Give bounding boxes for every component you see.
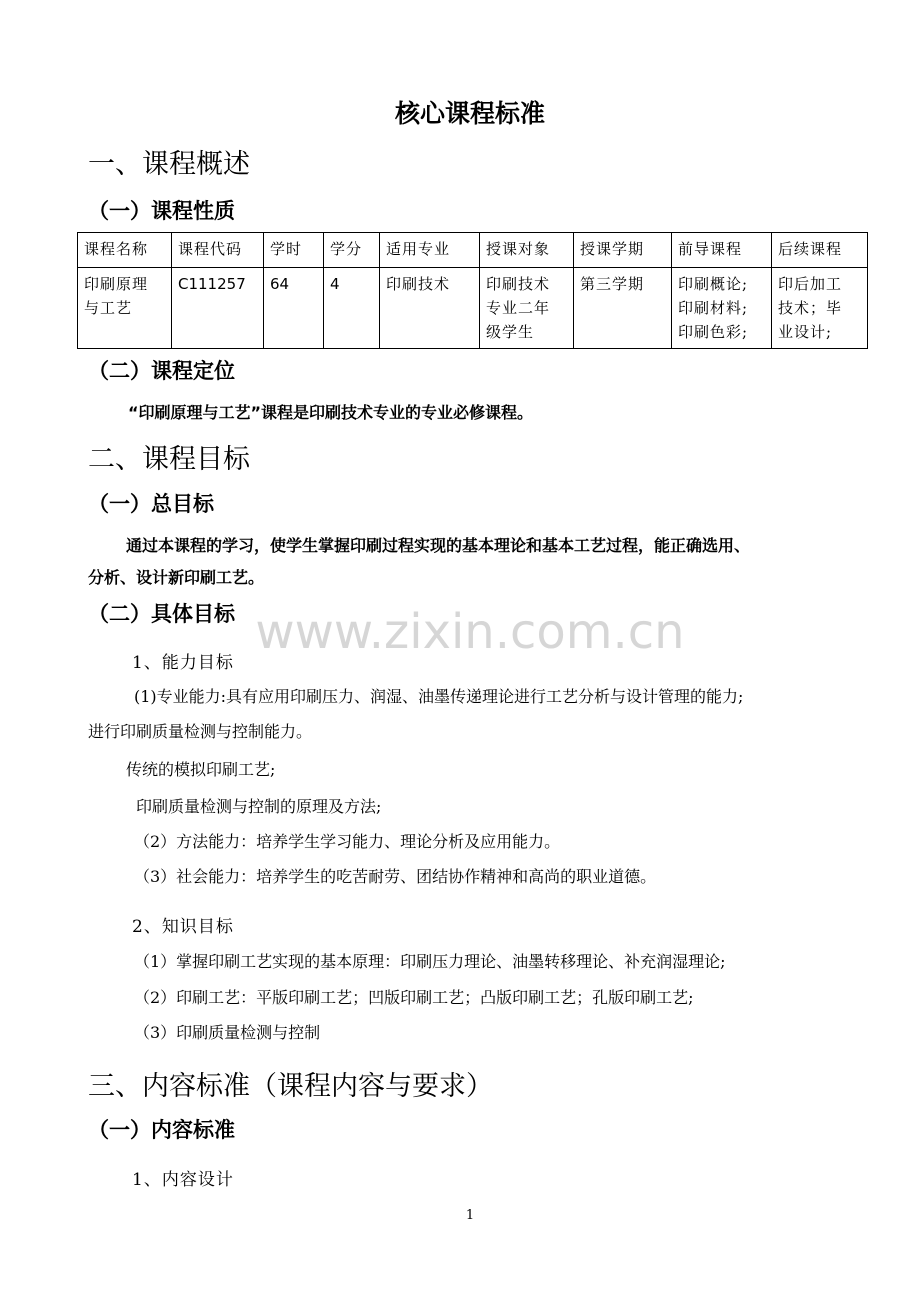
section-1-sub2-heading: （二）课程定位 (88, 359, 235, 383)
ability-goal-title: 1、能力目标 (132, 653, 234, 673)
header-cell-course-name: 课程名称 (78, 233, 172, 268)
watermark-text: www.zixin.com.cn (255, 604, 685, 660)
header-cell-prerequisites: 前导课程 (672, 233, 772, 268)
content-design-title: 1、内容设计 (132, 1170, 234, 1190)
section-3-heading: 三、内容标准（课程内容与要求） (88, 1071, 493, 1102)
document-title: 核心课程标准 (394, 99, 545, 128)
header-cell-follow-up: 后续课程 (772, 233, 868, 268)
cell-course-name: 印刷原理 与工艺 (78, 268, 172, 349)
section-2-heading: 二、课程目标 (88, 444, 250, 475)
table-row (78, 268, 868, 349)
knowledge-goal-title: 2、知识目标 (132, 917, 234, 937)
cell-prerequisites: 印刷概论; 印刷材料; 印刷色彩; (672, 268, 772, 349)
header-cell-major: 适用专业 (380, 233, 480, 268)
section-2-sub1-heading: （一）总目标 (88, 492, 214, 516)
course-positioning-text: “印刷原理与工艺”课程是印刷技术专业的专业必修课程。 (128, 403, 534, 422)
section-3-sub1-heading: （一）内容标准 (88, 1118, 235, 1142)
overall-goal-line-2: 分析、设计新印刷工艺。 (88, 568, 265, 587)
cell-credits: 4 (324, 268, 380, 349)
course-info-table (77, 232, 868, 349)
ability-1-extra-1: 传统的模拟印刷工艺; (126, 760, 276, 779)
ability-1-extra-2: 印刷质量检测与控制的原理及方法; (136, 797, 382, 816)
page-number: 1 (465, 1208, 475, 1223)
cell-audience: 印刷技术 专业二年 级学生 (480, 268, 574, 349)
ability-1-line-2: 进行印刷质量检测与控制能力。 (88, 722, 313, 741)
header-cell-course-code: 课程代码 (172, 233, 264, 268)
section-2-sub2-heading: （二）具体目标 (88, 602, 235, 626)
overall-goal-line-1: 通过本课程的学习，使学生掌握印刷过程实现的基本理论和基本工艺过程，能正确选用、 (126, 536, 751, 555)
knowledge-2-text: （2）印刷工艺：平版印刷工艺；凹版印刷工艺；凸版印刷工艺；孔版印刷工艺; (134, 988, 694, 1007)
ability-1-line-1: (1)专业能力:具有应用印刷压力、润湿、油墨传递理论进行工艺分析与设计管理的能力; (134, 687, 744, 706)
knowledge-1-text: （1）掌握印刷工艺实现的基本原理：印刷压力理论、油墨转移理论、补充润湿理论; (134, 952, 726, 971)
cell-follow-up: 印后加工 技术；毕 业设计; (772, 268, 868, 349)
header-cell-hours: 学时 (264, 233, 324, 268)
cell-hours: 64 (264, 268, 324, 349)
cell-semester: 第三学期 (574, 268, 672, 349)
knowledge-3-text: （3）印刷质量检测与控制 (134, 1023, 321, 1042)
section-1-sub1-heading: （一）课程性质 (88, 199, 235, 223)
section-1-heading: 一、课程概述 (88, 149, 250, 180)
header-cell-credits: 学分 (324, 233, 380, 268)
cell-course-code: C111257 (172, 268, 264, 349)
table-header-row (78, 233, 868, 268)
ability-2-text: （2）方法能力：培养学生学习能力、理论分析及应用能力。 (134, 832, 561, 851)
ability-3-text: （3）社会能力：培养学生的吃苦耐劳、团结协作精神和高尚的职业道德。 (134, 867, 657, 886)
cell-major: 印刷技术 (380, 268, 480, 349)
header-cell-semester: 授课学期 (574, 233, 672, 268)
header-cell-audience: 授课对象 (480, 233, 574, 268)
